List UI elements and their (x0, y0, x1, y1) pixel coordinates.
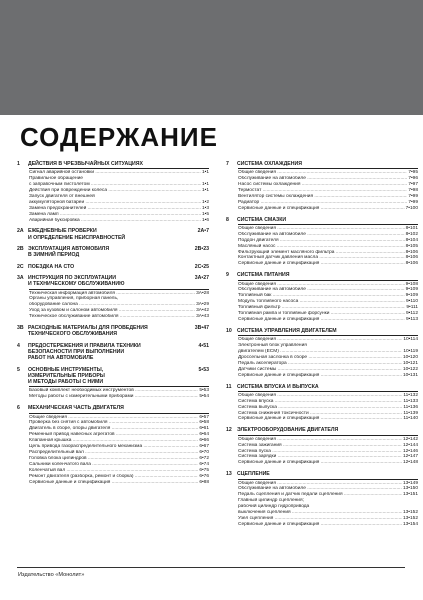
entry-title: Масляный насос ..... (238, 244, 405, 250)
section-number: 2С (17, 263, 24, 270)
toc-right-column (226, 161, 418, 531)
toc-entry[interactable] (238, 206, 418, 212)
entry-title: Насос системы охлаждения ..... (238, 182, 407, 188)
entry-title: аккумуляторной батареи ..... (29, 200, 201, 206)
section-title: ДЕЙСТВИЯ В ЧРЕЗВЫЧАЙНЫХ СИТУАЦИЯХ (28, 161, 143, 167)
entry-page: 6•67 (199, 444, 209, 450)
toc-left-column (17, 161, 209, 488)
section-heading[interactable] (17, 367, 209, 386)
section-title: ЭКСПЛУАТАЦИЯ АВТОМОБИЛЯ В ЗИМНИЙ ПЕРИОД (28, 246, 110, 259)
entry-page: 1•5 (201, 211, 209, 217)
entry-page: 11•133 (403, 398, 418, 404)
toc-entry[interactable] (238, 460, 418, 466)
toc-section (226, 217, 418, 268)
entry-page: 10•114 (403, 337, 418, 343)
entry-title: Ременный привод навесных агрегатов ..... (29, 432, 198, 438)
entry-page: 12•146 (402, 448, 418, 454)
entry-page: 13•151 (402, 492, 418, 498)
section-rule (29, 413, 209, 414)
toc-section (17, 161, 209, 223)
entry-title: Общие сведения ..... (238, 226, 405, 232)
toc-entry[interactable] (29, 394, 209, 400)
entry-page: 6•66 (199, 438, 209, 444)
entry-title: выключения сцепления ..... (238, 510, 402, 516)
toc-section (226, 384, 418, 423)
entry-page: 10•131 (402, 372, 418, 378)
entry-page: 9•108 (405, 281, 418, 287)
section-heading[interactable] (17, 161, 209, 167)
section-page: 2А•7 (197, 228, 209, 235)
entry-page: 6•75 (199, 467, 209, 473)
entry-page: 13•152 (402, 515, 418, 521)
section-number: 1 (17, 161, 20, 167)
section-heading[interactable] (226, 217, 418, 223)
section-heading[interactable] (17, 264, 209, 270)
entry-title: Узел сцепления ..... (238, 516, 402, 522)
toc-section (17, 228, 209, 241)
section-heading[interactable] (226, 471, 418, 477)
section-title: ОСНОВНЫЕ ИНСТРУМЕНТЫ, ИЗМЕРИТЕЛЬНЫЕ ПРИБОРЫ И МЕТОДЫ РАБОТЫ С НИМИ (28, 366, 105, 386)
section-number: 5 (17, 366, 20, 373)
entry-page: 7•96 (408, 176, 418, 182)
toc-entry[interactable] (238, 522, 418, 528)
entry-page: 12•144 (402, 442, 418, 448)
entry-page: 11•132 (403, 392, 418, 398)
entry-title: Техническое обслуживание автомобиля ..... (29, 314, 195, 320)
entry-page: 13•152 (402, 510, 418, 516)
section-items (238, 280, 418, 323)
entry-page: 7•99 (408, 193, 418, 199)
toc-section (17, 343, 209, 362)
entry-title: Органы управления, приборная панель, (29, 296, 119, 302)
toc-section (226, 161, 418, 212)
entry-page: 11•139 (403, 410, 418, 416)
entry-page: 6•88 (199, 479, 209, 485)
entry-title: Система выпуска ..... (238, 405, 402, 411)
section-page: 4•51 (198, 342, 209, 349)
toc-entry[interactable] (238, 416, 418, 422)
entry-page: 12•147 (402, 454, 418, 460)
section-page: 2В•23 (194, 246, 209, 253)
entry-page: 7•98 (408, 188, 418, 194)
section-rule (29, 386, 209, 387)
entry-page: 6•72 (199, 455, 209, 461)
toc-entry[interactable] (29, 314, 209, 320)
publisher-footer: Издательство «Монолит» (18, 572, 85, 578)
section-title: ЭЛЕКТРООБОРУДОВАНИЕ ДВИГАТЕЛЯ (237, 427, 339, 434)
toc-entry[interactable] (238, 373, 418, 379)
entry-title: Сервисные данные и спецификация ..... (238, 261, 405, 267)
section-title: СИСТЕМА ПИТАНИЯ (237, 272, 290, 279)
section-page: 3В•47 (194, 325, 209, 332)
entry-page: 6•70 (199, 449, 209, 455)
section-items (238, 479, 418, 528)
entry-title: Дроссельная заслонка в сборе ..... (238, 355, 402, 361)
entry-title: Замена ламп ..... (29, 212, 201, 218)
entry-title: Правильное обращение (29, 176, 83, 182)
toc-section (226, 328, 418, 379)
entry-page: 3А•29 (196, 302, 209, 308)
section-number: 10 (226, 327, 232, 334)
section-heading[interactable] (17, 325, 209, 338)
section-heading[interactable] (17, 246, 209, 259)
entry-title: Модуль топливного насоса ..... (238, 299, 405, 305)
section-rule (238, 224, 418, 225)
entry-page: 6•61 (199, 426, 209, 432)
entry-title: Сервисные данные и спецификация ..... (238, 317, 405, 323)
entry-title: Общие сведения ..... (238, 393, 402, 399)
entry-page: 6•76 (199, 473, 209, 479)
toc-section (17, 405, 209, 485)
entry-page: 3А•43 (196, 314, 209, 320)
entry-title: Ремонт двигателя (разборка, ремонт и сборка) ..... (29, 474, 198, 480)
entry-title: Система впуска ..... (238, 399, 402, 405)
entry-title: Педаль акселератора ..... (238, 361, 402, 367)
section-rule (29, 168, 209, 169)
section-number: 3А (17, 274, 24, 281)
section-number: 4 (17, 342, 20, 349)
entry-page: 8•104 (405, 237, 418, 243)
entry-title: Термостат ..... (238, 188, 407, 194)
entry-title: Топливная рампа и топливные форсунки ..... (238, 311, 405, 317)
section-number: 12 (226, 427, 232, 434)
entry-page: 3А•28 (196, 290, 209, 296)
section-title: ПОЕЗДКА НА СТО (28, 263, 75, 270)
entry-title: Общие сведения ..... (238, 337, 402, 343)
entry-title: Уход за кузовом и салоном автомобиля ..... (29, 308, 195, 314)
entry-title: Сервисные данные и спецификация ..... (238, 460, 402, 466)
section-items (29, 386, 209, 400)
entry-title: Действия при повреждении колеса ..... (29, 188, 201, 194)
section-number: 7 (226, 161, 229, 167)
entry-title: Двигатель в сборе, опоры двигателя ..... (29, 426, 198, 432)
section-items (29, 289, 209, 321)
entry-title: Сальники коленчатого вала ..... (29, 462, 198, 468)
toc-section (226, 427, 418, 466)
entry-page: 9•111 (406, 305, 418, 311)
section-rule (238, 168, 418, 169)
section-page: 2С•25 (194, 263, 209, 270)
entry-page: 7•95 (408, 170, 418, 176)
entry-title: Вентилятор системы охлаждения ..... (238, 194, 407, 200)
entry-title: Педаль сцепления и датчик педали сцепления ..... (238, 492, 402, 498)
entry-page: 8•106 (405, 249, 418, 255)
entry-title: Система зажигания ..... (238, 443, 402, 449)
section-items (238, 435, 418, 467)
entry-title: Общие сведения ..... (238, 170, 407, 176)
section-heading[interactable] (226, 272, 418, 278)
entry-page: 5•53 (199, 388, 209, 394)
entry-title: Распределительный вал ..... (29, 450, 198, 456)
entry-title: Сервисные данные и спецификация ..... (238, 416, 402, 422)
entry-title: Сервисные данные и спецификация ..... (238, 206, 405, 212)
entry-page: 12•148 (402, 460, 418, 466)
section-heading[interactable] (17, 405, 209, 411)
entry-title: Коленчатый вал ..... (29, 468, 198, 474)
entry-page: 3А•42 (196, 308, 209, 314)
section-number: 2В (17, 246, 24, 253)
section-title: СИСТЕМА ВПУСКА И ВЫПУСКА (237, 383, 319, 390)
section-heading[interactable] (17, 343, 209, 362)
page-title: СОДЕРЖАНИЕ (20, 122, 218, 152)
entry-page: 7•99 (408, 199, 418, 205)
entry-page: 6•57 (199, 414, 209, 420)
entry-title: с заправочным пистолетом ..... (29, 182, 201, 188)
section-number: 9 (226, 272, 229, 279)
entry-title: Датчики системы ..... (238, 367, 402, 373)
entry-title: Система зарядки ..... (238, 454, 402, 460)
section-rule (29, 289, 209, 290)
entry-page: 8•101 (405, 225, 418, 231)
section-heading[interactable] (226, 328, 418, 334)
section-page: 5•53 (198, 366, 209, 373)
section-items (29, 168, 209, 223)
section-title: СЦЕПЛЕНИЕ (237, 471, 270, 478)
entry-title: Фильтрующий элемент масляного фильтра ..... (238, 250, 405, 256)
entry-title: Замена предохранителей ..... (29, 206, 201, 212)
toc-entry[interactable] (238, 317, 418, 323)
entry-title: Электронный блок управления (238, 343, 307, 349)
entry-title: Обслуживание на автомобиле ..... (238, 486, 402, 492)
toc-entry[interactable] (29, 218, 209, 224)
section-number: 11 (226, 383, 232, 390)
section-rule (238, 435, 418, 436)
entry-page: 10•120 (402, 354, 418, 360)
entry-title: Клапанная крышка ..... (29, 438, 198, 444)
entry-title: Главный цилиндр сцепления; (238, 498, 304, 504)
entry-page: 13•154 (402, 521, 418, 527)
section-title: СИСТЕМА ОХЛАЖДЕНИЯ (237, 161, 302, 167)
entry-page: 1•6 (201, 217, 209, 223)
toc-section (17, 325, 209, 338)
entry-page: 10•122 (402, 366, 418, 372)
entry-title: Методы работы с измерительными приборами ..... (29, 394, 198, 400)
section-rule (238, 280, 418, 281)
entry-page: 10•121 (402, 360, 418, 366)
toc-entry[interactable] (29, 480, 209, 486)
entry-page: 6•74 (199, 461, 209, 467)
section-title: ПРЕДОСТЕРЕЖЕНИЯ И ПРАВИЛА ТЕХНИКИ БЕЗОПАСНОСТИ ПРИ ВЫПОЛНЕНИИ РАБОТ НА АВТОМОБИЛЕ (28, 342, 141, 362)
entry-page: 7•100 (405, 205, 418, 211)
footer-divider (17, 567, 405, 568)
entry-page: 13•149 (402, 480, 418, 486)
entry-title: Запуск двигателя от внешней (29, 193, 95, 199)
entry-title: Система снижения токсичности ..... (238, 411, 402, 417)
section-items (238, 391, 418, 423)
entry-page: 11•136 (403, 404, 418, 410)
entry-title: Проверка без снятия с автомобиля ..... (29, 420, 198, 426)
section-title: МЕХАНИЧЕСКАЯ ЧАСТЬ ДВИГАТЕЛЯ (28, 405, 124, 412)
section-heading[interactable] (226, 427, 418, 433)
entry-page: 8•105 (405, 243, 418, 249)
section-title: ИНСТРУКЦИЯ ПО ЭКСПЛУАТАЦИИ И ТЕХНИЧЕСКОМУ ОБСЛУЖИВАНИЮ (28, 274, 125, 288)
section-rule (238, 391, 418, 392)
entry-title: Головка блока цилиндров ..... (29, 456, 198, 462)
section-items (29, 413, 209, 486)
section-title: РАСХОДНЫЕ МАТЕРИАЛЫ ДЛЯ ПРОВЕДЕНИЯ ТЕХНИЧЕСКОГО ОБСЛУЖИВАНИЯ (28, 325, 148, 338)
header-banner (0, 0, 423, 115)
section-heading[interactable] (226, 161, 418, 167)
entry-title: Обслуживание на автомобиле ..... (238, 287, 405, 293)
entry-page: 9•113 (406, 317, 418, 323)
section-items (238, 335, 418, 378)
entry-title: Сигнал аварийной остановки ..... (29, 170, 201, 176)
section-number: 13 (226, 471, 232, 478)
entry-page: 12•142 (402, 436, 418, 442)
entry-page: 10•119 (403, 349, 418, 355)
section-title: СИСТЕМА СМАЗКИ (237, 216, 287, 223)
toc-section (226, 272, 418, 323)
entry-page: 8•106 (405, 261, 418, 267)
section-page: 3А•27 (194, 274, 209, 281)
entry-page: 9•109 (405, 287, 418, 293)
entry-title: Общие сведения ..... (238, 282, 405, 288)
entry-page: 1•3 (201, 205, 209, 211)
entry-page: 9•109 (405, 293, 418, 299)
entry-title: Общие сведения ..... (29, 415, 198, 421)
section-heading[interactable] (226, 384, 418, 390)
entry-title: Сервисные данные и спецификация ..... (29, 480, 198, 486)
entry-page: 7•97 (408, 182, 418, 188)
entry-page: 13•150 (402, 486, 418, 492)
toc-section (17, 264, 209, 270)
entry-page: 8•106 (405, 255, 418, 261)
entry-page: 1•1 (201, 188, 209, 194)
section-number: 3В (17, 325, 24, 332)
section-items (238, 224, 418, 267)
entry-title: Аварийная буксировка ..... (29, 218, 201, 224)
entry-page: 9•112 (406, 311, 418, 317)
entry-page: 8•102 (405, 231, 418, 237)
toc-section (17, 275, 209, 320)
entry-title: Обслуживание на автомобиле ..... (238, 176, 407, 182)
section-number: 2А (17, 228, 24, 235)
entry-title: Общие сведения ..... (238, 437, 402, 443)
entry-page: 1•1 (201, 182, 209, 188)
section-title: СИСТЕМА УПРАВЛЕНИЯ ДВИГАТЕЛЕМ (237, 327, 337, 334)
section-heading[interactable] (17, 228, 209, 241)
entry-title: Топливный фильтр ..... (238, 305, 405, 311)
entry-title: рабочий цилиндр гидропривода (238, 504, 310, 510)
section-items (238, 168, 418, 211)
section-title: ЕЖЕДНЕВНЫЕ ПРОВЕРКИ И ОПРЕДЕЛЕНИЕ НЕИСПРАВНОСТЕЙ (28, 228, 126, 241)
entry-title: Базовый комплект необходимых инструментов ..... (29, 388, 198, 394)
entry-page: 6•64 (199, 432, 209, 438)
entry-title: двигателем (ECM) ..... (238, 349, 402, 355)
entry-page: 6•58 (199, 420, 209, 426)
toc-section (17, 367, 209, 401)
entry-title: Сервисные данные и спецификация ..... (238, 373, 402, 379)
section-rule (238, 335, 418, 336)
entry-title: Сервисные данные и спецификация ..... (238, 522, 402, 528)
toc-section (17, 246, 209, 259)
entry-page: 1•2 (201, 199, 209, 205)
entry-title: Топливный бак ..... (238, 293, 405, 299)
section-heading[interactable] (17, 275, 209, 288)
entry-page: 9•110 (406, 299, 418, 305)
entry-title: оборудование салона ..... (29, 302, 195, 308)
entry-page: 5•54 (199, 394, 209, 400)
section-number: 6 (17, 405, 20, 412)
entry-title: Обслуживание на автомобиле ..... (238, 232, 405, 238)
entry-title: Поддон двигателя ..... (238, 238, 405, 244)
section-number: 8 (226, 216, 229, 223)
entry-page: 1•1 (201, 170, 209, 176)
entry-page: 11•140 (403, 416, 418, 422)
entry-title: Система пуска ..... (238, 449, 402, 455)
entry-title: Радиатор ..... (238, 200, 407, 206)
toc-section (226, 471, 418, 528)
toc-entry[interactable] (238, 261, 418, 267)
entry-title: Контактный датчик давления масла ..... (238, 255, 405, 261)
entry-title: Цепь привода газораспределительного механизма ..... (29, 444, 198, 450)
entry-title: Техническая информация автомобиля ..... (29, 291, 195, 297)
section-rule (238, 479, 418, 480)
entry-title: Общие сведения ..... (238, 481, 402, 487)
